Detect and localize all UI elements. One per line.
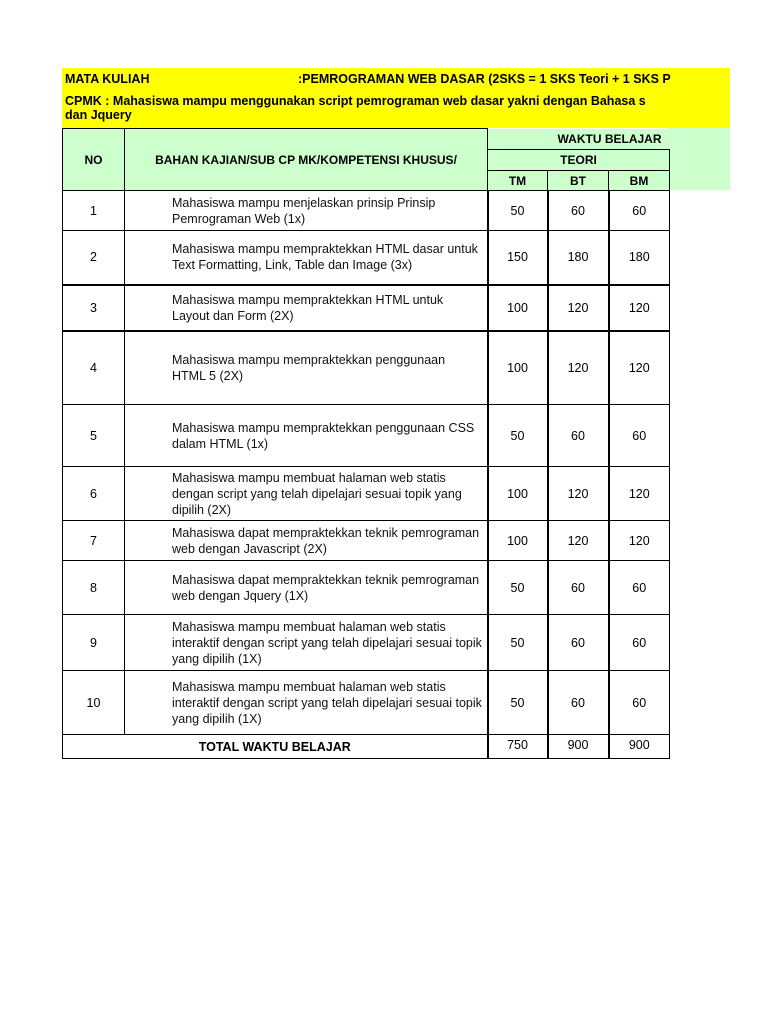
- row-bt: 120: [548, 521, 609, 561]
- header-bt: BT: [548, 171, 609, 191]
- row-bm: 60: [609, 671, 670, 735]
- header-bm: BM: [609, 171, 670, 191]
- row-bt: 60: [548, 561, 609, 615]
- row-bm: 120: [609, 467, 670, 521]
- row-description: Mahasiswa mampu menjelaskan prinsip Prinsip Pemrograman Web (1x): [125, 191, 488, 231]
- row-description: Mahasiswa mampu mempraktekkan penggunaan CSS dalam HTML (1x): [125, 405, 488, 467]
- row-tm: 100: [488, 331, 548, 405]
- row-bm: 180: [609, 231, 670, 285]
- row-tm: 50: [488, 191, 548, 231]
- row-tm: 50: [488, 561, 548, 615]
- header-bahan-kajian: BAHAN KAJIAN/SUB CP MK/KOMPETENSI KHUSUS/: [125, 129, 488, 191]
- row-number: 8: [63, 561, 125, 615]
- row-description: Mahasiswa mampu membuat halaman web statis interaktif dengan script yang telah dipelajari sesuai topik yang dipilih (1X): [125, 671, 488, 735]
- row-bm: 120: [609, 331, 670, 405]
- header-teori: TEORI: [488, 150, 670, 171]
- header-overflow-band: [668, 128, 730, 190]
- row-bt: 180: [548, 231, 609, 285]
- row-number: 9: [63, 615, 125, 671]
- header-no: NO: [63, 129, 125, 191]
- cpmk-line-1: CPMK : Mahasiswa mampu menggunakan script pemrograman web dasar yakni dengan Bahasa s: [65, 94, 646, 108]
- total-bt: 900: [548, 735, 609, 759]
- cpmk-line-2: dan Jquery: [65, 108, 132, 122]
- row-number: 6: [63, 467, 125, 521]
- row-number: 1: [63, 191, 125, 231]
- course-title: :PEMROGRAMAN WEB DASAR (2SKS = 1 SKS Teori + 1 SKS P: [298, 72, 671, 86]
- table-row: [63, 405, 670, 467]
- row-bm: 60: [609, 405, 670, 467]
- row-bt: 120: [548, 467, 609, 521]
- row-description: Mahasiswa mampu mempraktekkan penggunaan HTML 5 (2X): [125, 331, 488, 405]
- row-bt: 60: [548, 615, 609, 671]
- row-tm: 100: [488, 285, 548, 331]
- row-description: Mahasiswa mampu membuat halaman web statis dengan script yang telah dipelajari sesuai topik yang dipilih (2X): [125, 467, 488, 521]
- row-description: Mahasiswa mampu mempraktekkan HTML dasar untuk Text Formatting, Link, Table dan Image (3x): [125, 231, 488, 285]
- total-tm: 750: [488, 735, 548, 759]
- total-label: TOTAL WAKTU BELAJAR: [63, 735, 488, 759]
- row-description: Mahasiswa dapat mempraktekkan teknik pemrograman web dengan Javascript (2X): [125, 521, 488, 561]
- total-bm: 900: [609, 735, 670, 759]
- course-label: MATA KULIAH: [65, 72, 150, 86]
- row-tm: 100: [488, 467, 548, 521]
- row-bt: 120: [548, 285, 609, 331]
- table-row: [63, 467, 670, 521]
- row-number: 4: [63, 331, 125, 405]
- row-tm: 150: [488, 231, 548, 285]
- row-number: 3: [63, 285, 125, 331]
- learning-time-table: [62, 128, 670, 759]
- row-description: Mahasiswa dapat mempraktekkan teknik pemrograman web dengan Jquery (1X): [125, 561, 488, 615]
- header-waktu-belajar: WAKTU BELAJAR: [488, 129, 670, 150]
- row-tm: 50: [488, 405, 548, 467]
- row-number: 7: [63, 521, 125, 561]
- row-bm: 60: [609, 561, 670, 615]
- table-row: [63, 671, 670, 735]
- row-bm: 60: [609, 615, 670, 671]
- row-tm: 100: [488, 521, 548, 561]
- row-bt: 60: [548, 191, 609, 231]
- row-bm: 120: [609, 521, 670, 561]
- header-tm: TM: [488, 171, 548, 191]
- table-row: [63, 615, 670, 671]
- course-header-band: [62, 68, 730, 128]
- row-tm: 50: [488, 615, 548, 671]
- row-description: Mahasiswa mampu membuat halaman web statis interaktif dengan script yang telah dipelajari sesuai topik yang dipilih (1X): [125, 615, 488, 671]
- row-tm: 50: [488, 671, 548, 735]
- row-bm: 60: [609, 191, 670, 231]
- table-row: [63, 521, 670, 561]
- row-bm: 120: [609, 285, 670, 331]
- row-number: 5: [63, 405, 125, 467]
- table-row: [63, 191, 670, 231]
- table-row: [63, 331, 670, 405]
- table-row: [63, 231, 670, 285]
- header-row-1: [63, 129, 670, 150]
- table-row: [63, 285, 670, 331]
- row-bt: 60: [548, 405, 609, 467]
- row-number: 10: [63, 671, 125, 735]
- row-bt: 60: [548, 671, 609, 735]
- row-description: Mahasiswa mampu mempraktekkan HTML untuk Layout dan Form (2X): [125, 285, 488, 331]
- row-bt: 120: [548, 331, 609, 405]
- total-row: [63, 735, 670, 759]
- row-number: 2: [63, 231, 125, 285]
- table-row: [63, 561, 670, 615]
